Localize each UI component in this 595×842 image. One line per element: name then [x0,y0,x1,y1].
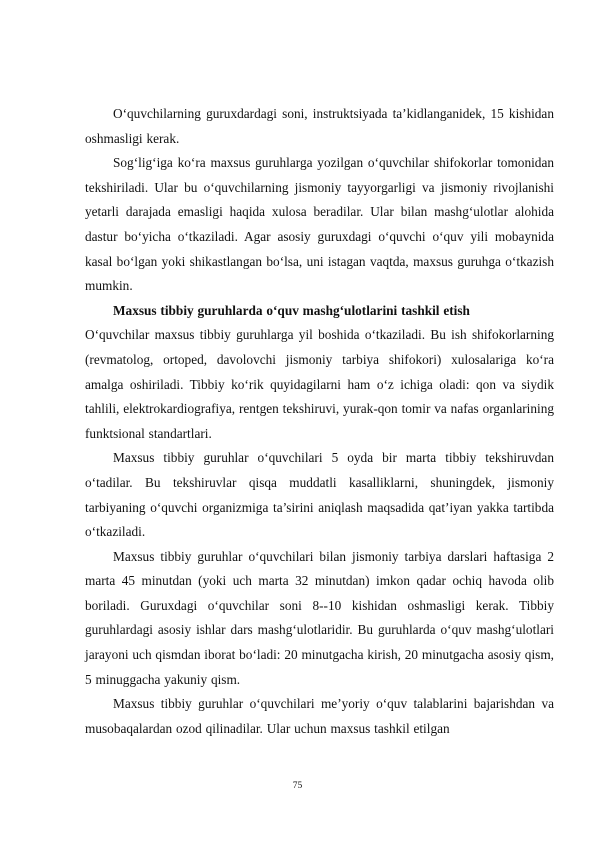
paragraph-special-groups: Sog‘lig‘iga ko‘ra maxsus guruhlarga yozilgan o‘quvchilar shifokorlar tomonidan tekshiriladi. Ular bu o‘quvchilarning jismoniy tayyorgarligi va jismoniy rivojlanishi yetarli darajada emasligi haqida xulosa beradilar. Ular bilan mashg‘ulotlar alohida dastur bo‘yicha o‘tkaziladi. Agar asosiy guruxdagi o‘quvchi o‘quv yili mobaynida kasal bo‘lgan yoki shikastlangan bo‘lsa, uni istagan vaqtda, maxsus guruhga o‘tkazish mumkin. [85,155,554,294]
section-heading: Maxsus tibbiy guruhlarda o‘quv mashg‘ulotlarini tashkil etish [113,302,470,318]
page-content [85,102,554,741]
paragraph-group-size: O‘quvchilarning guruxdardagi soni, instruktsiyada ta’kidlanganidek, 15 kishidan oshmasligi kerak. [85,106,554,146]
paragraph-lessons-schedule: Maxsus tibbiy guruhlar o‘quvchilari bilan jismoniy tarbiya darslari haftasiga 2 marta 45 minutdan (yoki uch marta 32 minutdan) imkon qadar ochiq havoda olib boriladi. Guruxdagi o‘quvchilar soni 8--10 kishidan oshmasligi kerak. Tibbiy guruhlardagi asosiy ishlar dars mashg‘ulotlaridir. Bu guruhlarda o‘quv mashg‘ulotlari jarayoni uch qismdan iborat bo‘ladi: 20 minutgacha kirish, 20 minutgacha asosiy qism, 5 minuggacha yakuniy qism. [85,548,554,687]
paragraph-organization-text: O‘quvchilar maxsus tibbiy guruhlarga yil boshida o‘tkaziladi. Bu ish shifokorlarning (revmatolog, ortoped, davolovchi jismoniy tarbiya shifokori) xulosalariga ko‘ra amalga oshiriladi. Tibbiy ko‘rik quyidagilarni ham o‘z ichiga oladi: qon va siydik tahlili, elektrokardiografiya, rentgen tekshiruvi, yurak-qon tomir va nafas organlarining funktsional standartlari. [85,327,554,441]
paragraph-organization [85,299,554,447]
page-number: 75 [292,781,303,791]
paragraph-medical-check: Maxsus tibbiy guruhlar o‘quvchilari 5 oyda bir marta tibbiy tekshiruvdan o‘tadilar. Bu tekshiruvlar qisqa muddatli kasalliklarni, shuningdek, jismoniy tarbiyaning o‘quvchi organizmiga ta’sirini aniqlash maqsadida qat’iyan yakka tartibda o‘tkaziladi. [85,450,554,540]
paragraph-exemption: Maxsus tibbiy guruhlar o‘quvchilari me’yoriy o‘quv talablarini bajarishdan va musobaqalardan ozod qilinadilar. Ular uchun maxsus tashkil etilgan [85,696,554,736]
